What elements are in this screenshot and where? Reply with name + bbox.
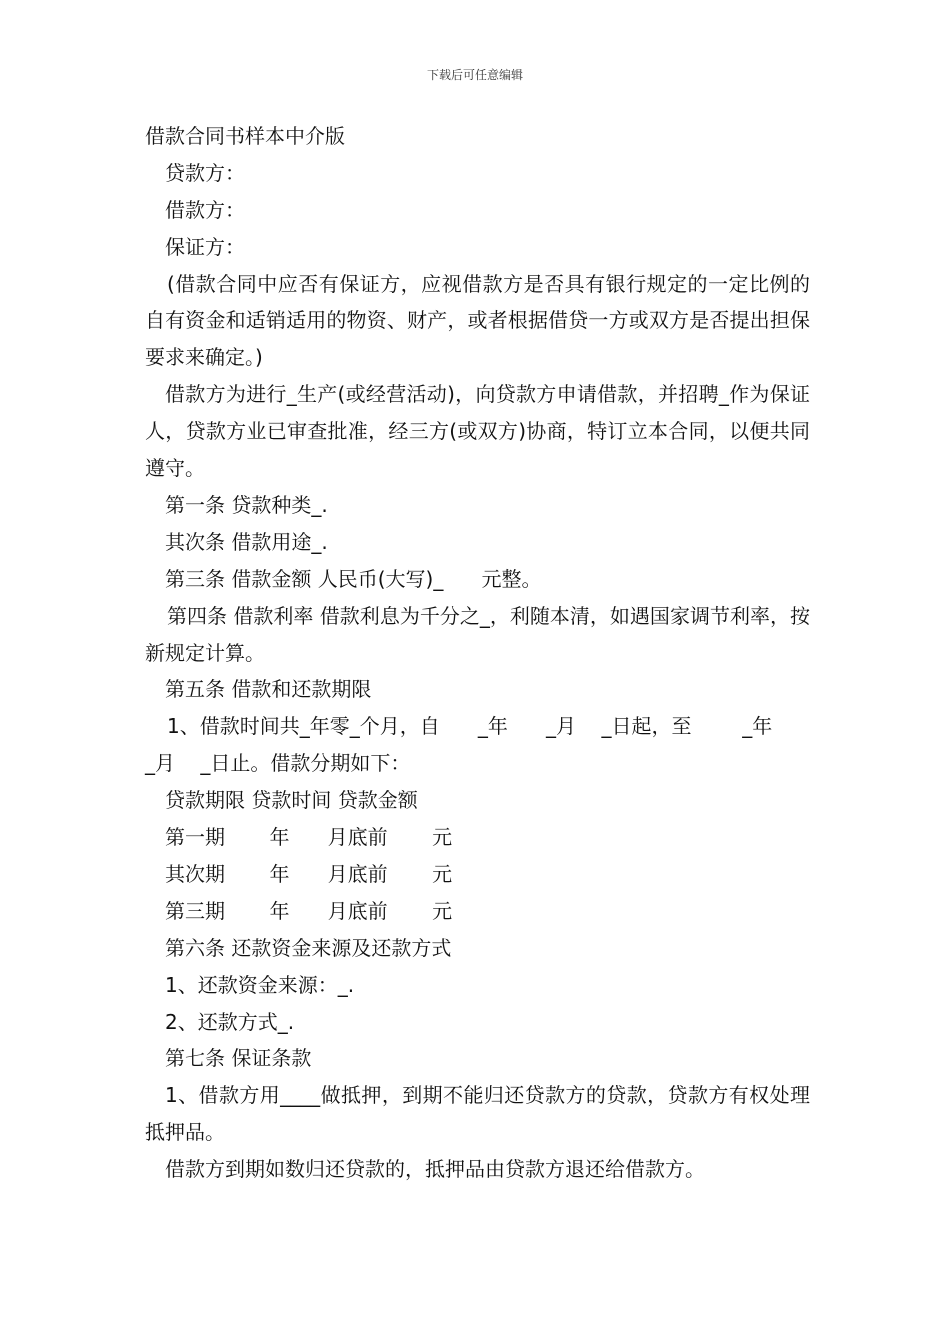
article-2: 其次条 借款用途_. [165,529,328,554]
article-1: 第一条 贷款种类_. [165,493,328,517]
schedule-header: 贷款期限 贷款时间 贷款金额 [165,788,418,813]
guarantor-note-paragraph: (借款合同中应否有保证方，应视借款方是否具有银行规定的一定比例的自有资金和适销适用的物资、财产，或者根据借贷一方或双方是否提出担保要求来确定。) [145,271,810,370]
article-3: 第三条 借款金额 人民币(大写)_ 元整。 [165,566,542,591]
article-7-clause-2: 借款方到期如数归还贷款的，抵押品由贷款方退还给借款方。 [165,1157,705,1182]
article-5-clause-1: 1、借款时间共_年零_个月，自 _年 _月 _日起，至 _年 [167,714,773,739]
schedule-row: 第三期 年 月底前 元 [165,898,453,923]
article-6-clause-2: 2、还款方式_. [165,1009,295,1034]
document-title: 借款合同书样本中介版 [145,124,345,148]
contract-body [145,118,810,1188]
guarantor-field: 保证方： [165,234,245,259]
article-6: 第六条 还款资金来源及还款方式 [165,935,452,960]
article-7: 第七条 保证条款 [165,1046,312,1071]
article-5: 第五条 借款和还款期限 [165,677,372,702]
borrower-field: 借款方： [165,197,245,222]
schedule-row: 第一期 年 月底前 元 [165,825,453,850]
article-5-clause-1-cont: _月 _日止。借款分期如下： [145,751,411,776]
lender-field: 贷款方： [165,160,245,185]
intro-paragraph: 借款方为进行_生产(或经营活动)，向贷款方申请借款，并招聘_作为保证人，贷款方业已审查批准，经三方(或双方)协商，特订立本合同，以便共同遵守。 [145,382,810,481]
page-header-note: 下载后可任意编辑 [426,68,523,82]
article-4: 第四条 借款利率 借款利息为千分之_，利随本清，如遇国家调节利率，按新规定计算。 [145,603,810,665]
article-6-clause-1: 1、还款资金来源：_. [165,972,355,997]
schedule-row: 其次期 年 月底前 元 [165,861,453,886]
article-7-clause-1: 1、借款方用____做抵押，到期不能归还贷款方的贷款，贷款方有权处理抵押品。 [145,1083,810,1145]
